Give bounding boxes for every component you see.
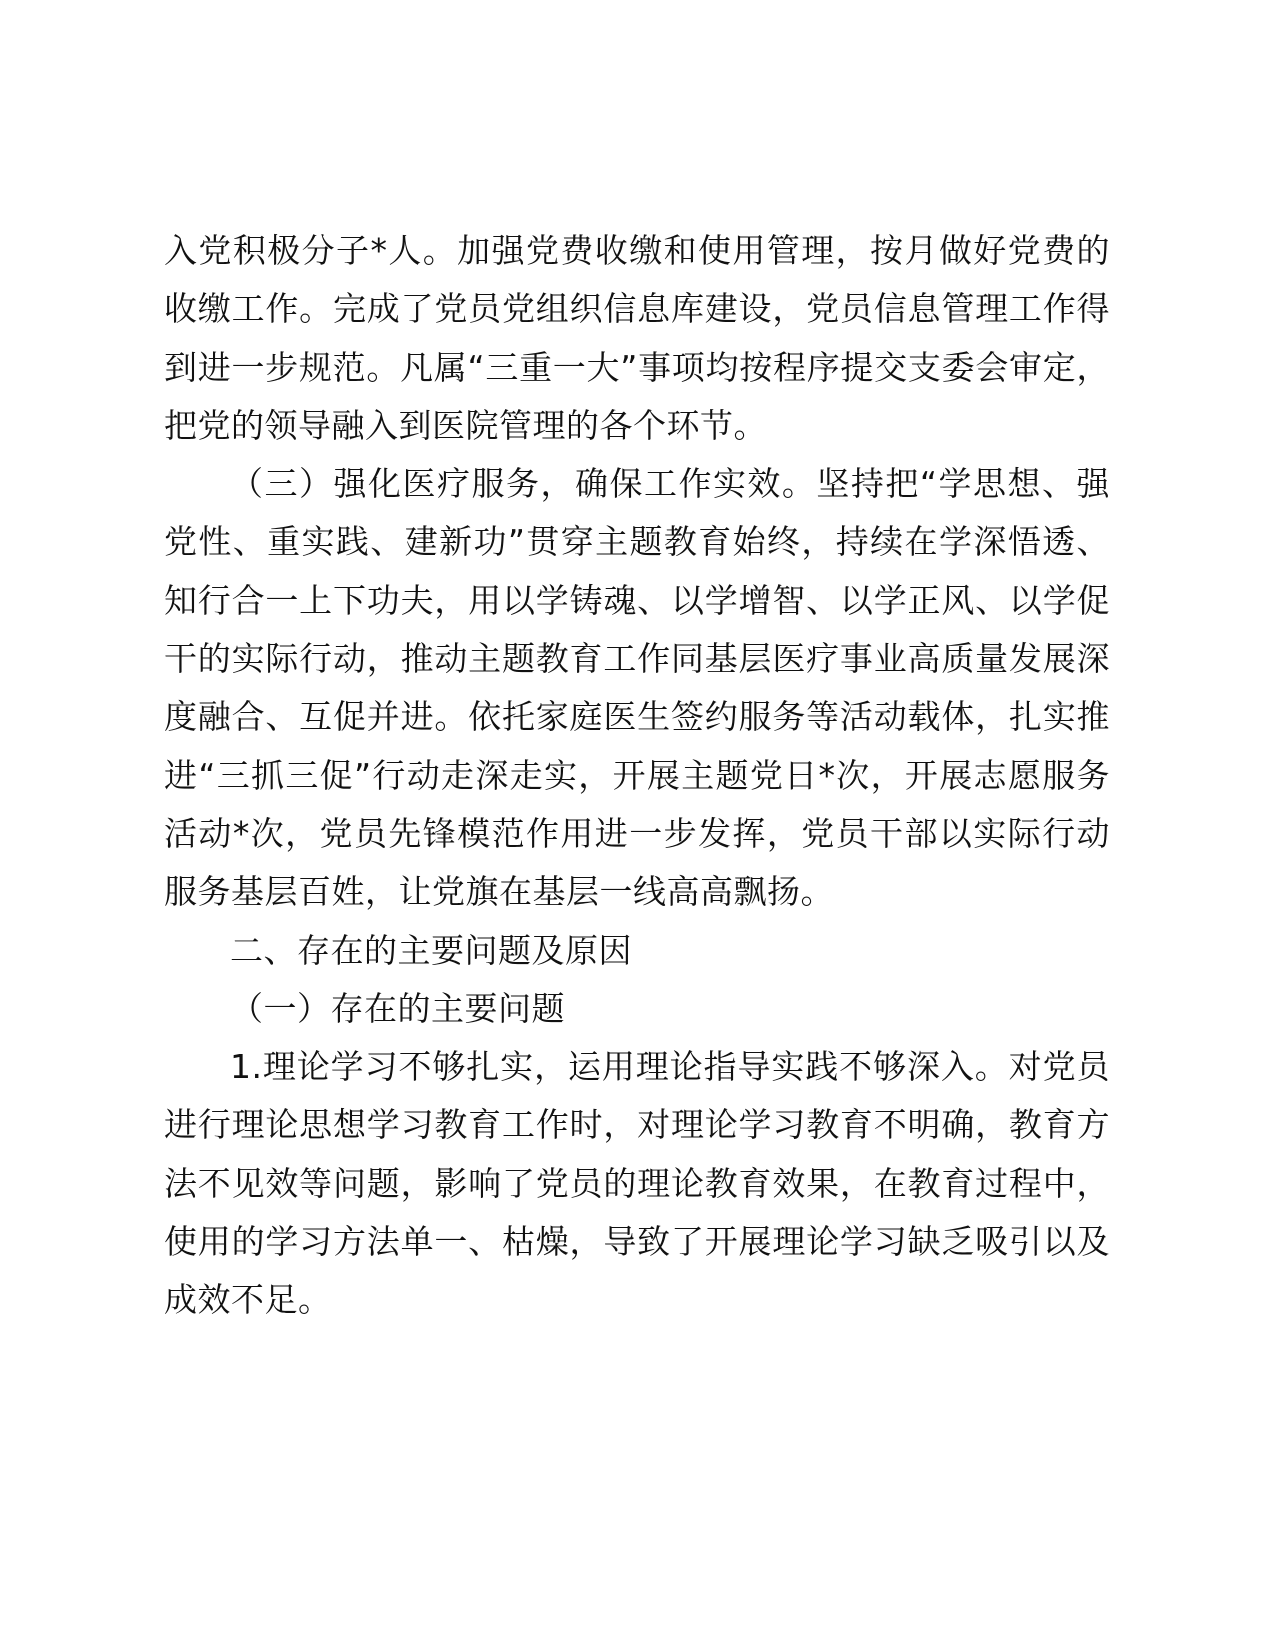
section-heading-problems: 二、存在的主要问题及原因: [230, 930, 632, 970]
document-body: [164, 222, 1110, 1330]
paragraph-medical-service: （三）强化医疗服务，确保工作实效。坚持把“学思想、强党性、重实践、建新功”贯穿主题教育始终，持续在学深悟透、知行合一上下功夫，用以学铸魂、以学增智、以学正风、以学促干的实际行动，推动主题教育工作同基层医疗事业高质量发展深度融合、互促并进。依托家庭医生签约服务等活动载体，扎实推进“三抓三促”行动走深走实，开展主题党日*次，开展志愿服务活动*次，党员先锋模范作用进一步发挥，党员干部以实际行动服务基层百姓，让党旗在基层一线高高飘扬。: [164, 464, 1110, 912]
paragraph-theory-study: 1.理论学习不够扎实，运用理论指导实践不够深入。对党员进行理论思想学习教育工作时，对理论学习教育不明确，教育方法不见效等问题，影响了党员的理论教育效果，在教育过程中，使用的学习方法单一、枯燥，导致了开展理论学习缺乏吸引以及成效不足。: [164, 1047, 1110, 1320]
subsection-heading-main-problems: （一）存在的主要问题: [230, 988, 565, 1028]
paragraph-continued-party-work: 入党积极分子*人。加强党费收缴和使用管理，按月做好党费的收缴工作。完成了党员党组织信息库建设，党员信息管理工作得到进一步规范。凡属“三重一大”事项均按程序提交支委会审定，把党的领导融入到医院管理的各个环节。: [164, 231, 1110, 445]
